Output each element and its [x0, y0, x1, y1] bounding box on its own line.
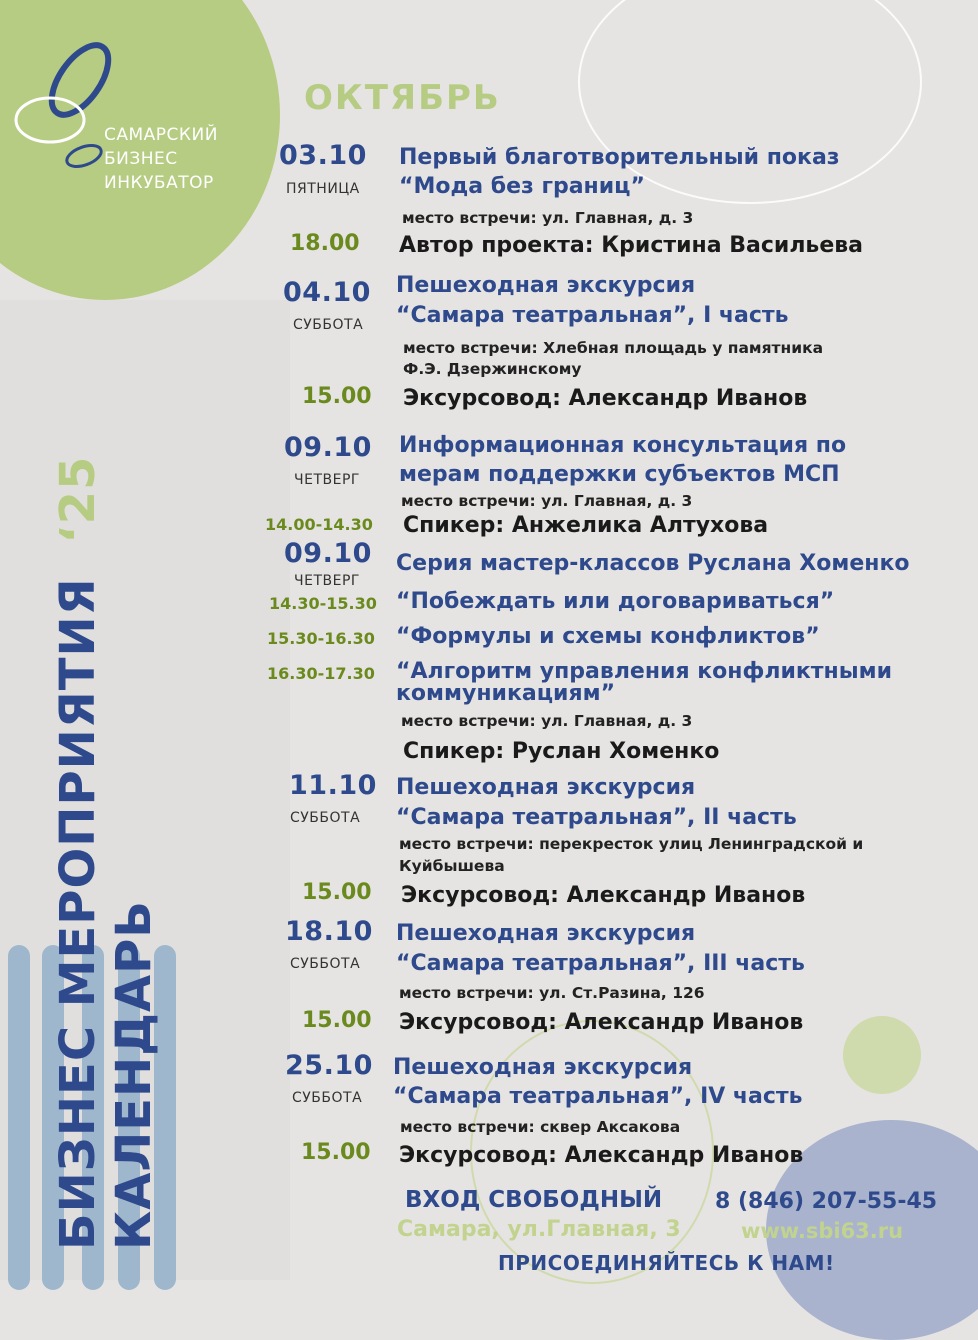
session-time: 16.30-17.30	[267, 664, 375, 683]
website-link[interactable]: www.sbi63.ru	[741, 1219, 904, 1243]
event-title: Пешеходная экскурсия	[396, 775, 696, 800]
event-title: “Самара театральная”, IV часть	[393, 1084, 803, 1109]
event-time: 15.00	[302, 880, 372, 905]
event-title: “Самара театральная”, I часть	[396, 303, 789, 328]
event-title: Пешеходная экскурсия	[393, 1055, 693, 1080]
event-venue: место встречи: Хлебная площадь у памятника	[403, 339, 824, 357]
stripe-decoration	[8, 945, 30, 1290]
event-date: 11.10	[289, 770, 377, 801]
event-time: 15.00	[302, 1008, 372, 1033]
session-title: коммуникациям”	[396, 681, 616, 706]
session-title: “Формулы и схемы конфликтов”	[396, 624, 820, 649]
event-day: ЧЕТВЕРГ	[294, 573, 360, 589]
event-person: Эксурсовод: Александр Иванов	[403, 386, 808, 411]
event-venue: Куйбышева	[399, 857, 505, 875]
event-person: Спикер: Руслан Хоменко	[403, 739, 720, 764]
event-person: Эксурсовод: Александр Иванов	[401, 883, 806, 908]
event-date: 04.10	[283, 277, 371, 308]
event-venue: место встречи: сквер Аксакова	[400, 1118, 681, 1136]
event-title: “Самара театральная”, III часть	[396, 951, 805, 976]
event-date: 09.10	[284, 538, 372, 569]
event-title: “Мода без границ”	[399, 174, 645, 199]
event-time: 18.00	[290, 231, 360, 256]
event-person: Эксурсовод: Александр Иванов	[399, 1143, 804, 1168]
event-title: мерам поддержки субъектов МСП	[399, 462, 840, 487]
event-venue: место встречи: ул. Главная, д. 3	[401, 492, 693, 510]
incubator-logo-icon	[8, 32, 118, 172]
session-time: 15.30-16.30	[267, 629, 375, 648]
vertical-year: ‘25	[50, 455, 106, 544]
event-time: 14.00-14.30	[265, 515, 373, 534]
event-title: Пешеходная экскурсия	[396, 921, 696, 946]
session-title: “Побеждать или договариваться”	[396, 589, 835, 614]
event-day: СУББОТА	[290, 956, 361, 972]
event-title: Пешеходная экскурсия	[396, 273, 696, 298]
event-person: Спикер: Анжелика Алтухова	[403, 513, 769, 538]
event-time: 15.00	[302, 384, 372, 409]
vertical-title	[50, 456, 106, 1250]
join-us-label: ПРИСОЕДИНЯЙТЕСЬ К НАМ!	[498, 1251, 835, 1275]
event-venue: Ф.Э. Дзержинскому	[403, 360, 582, 378]
address-label: Самара, ул.Главная, 3	[397, 1217, 681, 1242]
event-title: Информационная консультация по	[399, 433, 847, 458]
event-venue: место встречи: ул. Главная, д. 3	[402, 209, 694, 227]
event-title: “Самара театральная”, II часть	[396, 805, 797, 830]
session-time: 14.30-15.30	[269, 594, 377, 613]
event-day: СУББОТА	[290, 810, 361, 826]
event-day: ЧЕТВЕРГ	[294, 472, 360, 488]
event-title: Серия мастер-классов Руслана Хоменко	[396, 551, 910, 576]
green-dot-decoration	[843, 1016, 921, 1094]
logo-text-line1: САМАРСКИЙ	[104, 125, 218, 145]
logo-text-line3: ИНКУБАТОР	[104, 173, 214, 193]
free-entry-label: ВХОД СВОБОДНЫЙ	[405, 1187, 663, 1213]
session-title: “Алгоритм управления конфликтными	[396, 659, 893, 684]
event-day: ПЯТНИЦА	[286, 181, 360, 197]
event-time: 15.00	[301, 1140, 371, 1165]
event-person: Эксурсовод: Александр Иванов	[399, 1010, 804, 1035]
event-date: 09.10	[284, 432, 372, 463]
event-date: 18.10	[285, 916, 373, 947]
event-day: СУББОТА	[292, 1090, 363, 1106]
vertical-title-text: БИЗНЕС МЕРОПРИЯТИЯ	[50, 577, 106, 1250]
event-title: Первый благотворительный показ	[399, 145, 840, 170]
event-day: СУББОТА	[293, 317, 364, 333]
logo-text-line2: БИЗНЕС	[104, 149, 178, 169]
event-person: Автор проекта: Кристина Васильева	[399, 233, 864, 258]
event-date: 03.10	[279, 140, 367, 171]
event-venue: место встречи: ул. Ст.Разина, 126	[399, 984, 705, 1002]
event-venue: место встречи: ул. Главная, д. 3	[401, 712, 693, 730]
vertical-subtitle: КАЛЕНДАРЬ	[106, 900, 162, 1250]
event-venue: место встречи: перекресток улиц Ленинградской и	[399, 835, 864, 853]
event-date: 25.10	[285, 1050, 373, 1081]
month-title: ОКТЯБРЬ	[304, 78, 501, 118]
phone-link[interactable]: 8 (846) 207-55-45	[715, 1189, 938, 1214]
